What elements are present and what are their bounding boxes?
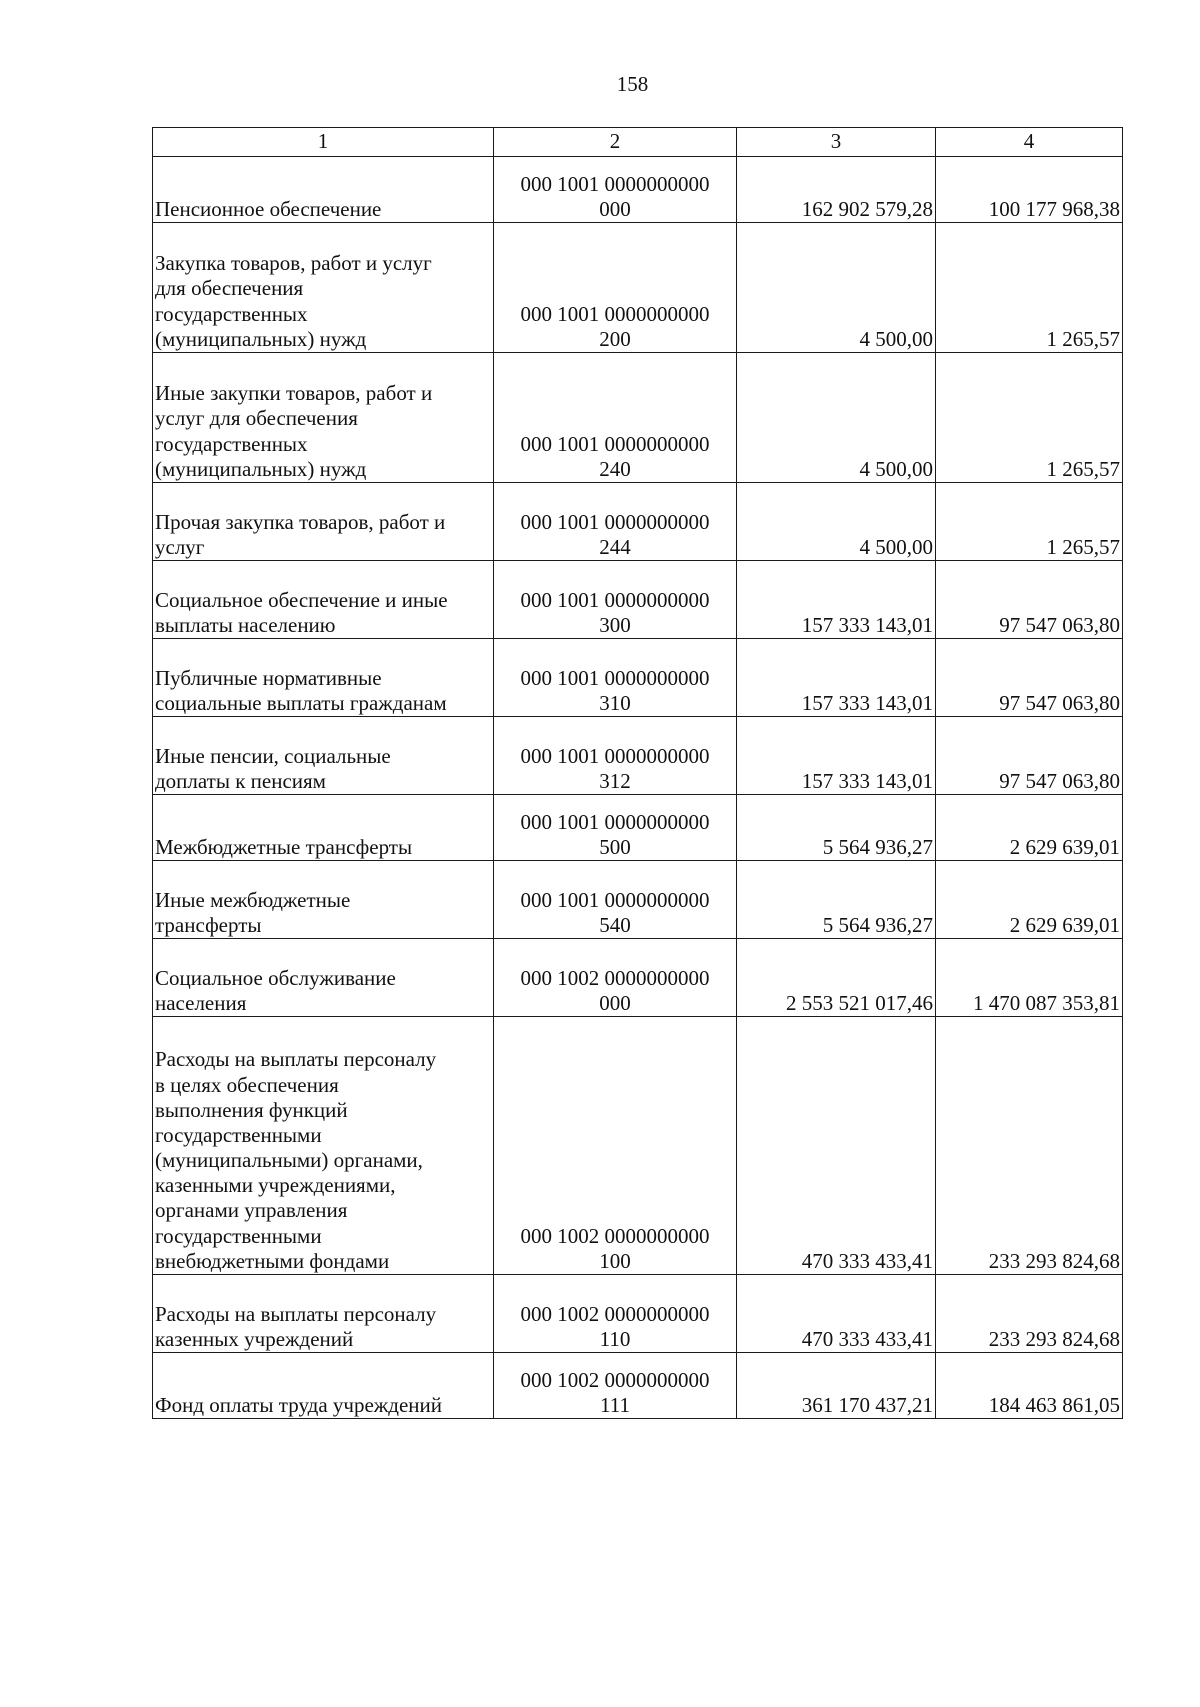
row-name-line: выплаты населению (155, 612, 336, 637)
row-name-cell (153, 561, 494, 639)
expenditure-table (152, 127, 1123, 1419)
table-row (153, 561, 1123, 639)
row-value-col4: 1 265,57 (936, 353, 1123, 483)
row-name-cell (153, 639, 494, 717)
row-code-line: 244 (599, 534, 631, 559)
row-name-line: Социальное обеспечение и иные (155, 587, 448, 612)
row-value-col3: 162 902 579,28 (737, 157, 936, 223)
row-value-col4: 1 265,57 (936, 483, 1123, 561)
row-code-line: 240 (599, 456, 631, 481)
row-code-line: 000 1001 0000000000 (520, 509, 710, 534)
row-code-cell (494, 639, 737, 717)
row-value-col3: 2 553 521 017,46 (737, 939, 936, 1017)
row-value-col4: 97 547 063,80 (936, 561, 1123, 639)
row-name-line: услуг для обеспечения (155, 406, 358, 431)
table-row (153, 1017, 1123, 1275)
row-code-line: 000 1001 0000000000 (520, 301, 710, 326)
table-row (153, 223, 1123, 353)
row-value-col3: 5 564 936,27 (737, 795, 936, 861)
table-row (153, 939, 1123, 1017)
row-code-line: 100 (599, 1248, 631, 1273)
row-name-cell (153, 939, 494, 1017)
row-code-cell (494, 157, 737, 223)
row-name-cell (153, 717, 494, 795)
row-name-line: Иные пенсии, социальные (155, 743, 391, 768)
row-name-line: Фонд оплаты труда учреждений (155, 1392, 442, 1417)
row-code-cell (494, 353, 737, 483)
row-code-line: 312 (599, 768, 631, 793)
row-value-col3: 4 500,00 (737, 353, 936, 483)
row-name-line: для обеспечения (155, 276, 304, 301)
row-name-line: услуг (155, 534, 205, 559)
row-code-line: 000 1002 0000000000 (520, 1223, 710, 1248)
table-row (153, 157, 1123, 223)
row-value-col4: 100 177 968,38 (936, 157, 1123, 223)
row-code-cell (494, 1275, 737, 1353)
row-name-line: государственных (155, 301, 308, 326)
row-code-line: 000 1001 0000000000 (520, 587, 710, 612)
row-code-line: 000 1001 0000000000 (520, 743, 710, 768)
row-name-line: государственными (155, 1122, 322, 1147)
row-code-cell (494, 1353, 737, 1419)
table-row (153, 1353, 1123, 1419)
row-name-line: Социальное обслуживание (155, 965, 396, 990)
row-value-col3: 4 500,00 (737, 483, 936, 561)
row-code-line: 540 (599, 912, 631, 937)
row-value-col4: 97 547 063,80 (936, 639, 1123, 717)
table-row (153, 353, 1123, 483)
column-header-4: 4 (936, 128, 1123, 157)
row-code-cell (494, 939, 737, 1017)
row-name-line: казенных учреждений (155, 1326, 354, 1351)
row-name-cell (153, 223, 494, 353)
row-name-line: выполнения функций (155, 1097, 348, 1122)
row-code-line: 310 (599, 690, 631, 715)
table-body (153, 157, 1123, 1419)
row-value-col4: 1 265,57 (936, 223, 1123, 353)
row-name-line: государственными (155, 1223, 322, 1248)
row-value-col4: 233 293 824,68 (936, 1017, 1123, 1275)
row-name-line: Закупка товаров, работ и услуг (155, 251, 432, 276)
row-name-line: Расходы на выплаты персоналу (155, 1047, 437, 1072)
row-code-cell (494, 861, 737, 939)
row-value-col3: 470 333 433,41 (737, 1017, 936, 1275)
row-code-line: 111 (600, 1392, 630, 1417)
row-name-line: государственных (155, 431, 308, 456)
table-row (153, 483, 1123, 561)
row-name-line: населения (155, 990, 247, 1015)
row-name-line: трансферты (155, 912, 262, 937)
row-name-line: доплаты к пенсиям (155, 768, 326, 793)
row-value-col3: 157 333 143,01 (737, 717, 936, 795)
row-name-line: органами управления (155, 1198, 348, 1223)
row-code-line: 000 1002 0000000000 (520, 1301, 710, 1326)
column-header-3: 3 (737, 128, 936, 157)
table-row (153, 639, 1123, 717)
row-code-cell (494, 483, 737, 561)
row-name-cell (153, 157, 494, 223)
column-header-2: 2 (494, 128, 737, 157)
row-name-cell (153, 861, 494, 939)
row-name-line: Пенсионное обеспечение (155, 196, 382, 221)
row-name-cell (153, 1353, 494, 1419)
row-name-line: в целях обеспечения (155, 1072, 339, 1097)
row-code-cell (494, 717, 737, 795)
row-code-line: 000 1001 0000000000 (520, 809, 710, 834)
row-value-col4: 2 629 639,01 (936, 795, 1123, 861)
row-name-cell (153, 353, 494, 483)
row-name-line: казенными учреждениями, (155, 1173, 396, 1198)
column-header-1: 1 (153, 128, 494, 157)
row-code-cell (494, 561, 737, 639)
row-code-line: 000 1001 0000000000 (520, 887, 710, 912)
row-code-line: 200 (599, 326, 631, 351)
row-value-col3: 470 333 433,41 (737, 1275, 936, 1353)
row-name-line: внебюджетными фондами (155, 1248, 390, 1273)
row-code-line: 300 (599, 612, 631, 637)
row-value-col4: 97 547 063,80 (936, 717, 1123, 795)
row-code-line: 000 1002 0000000000 (520, 1367, 710, 1392)
row-code-line: 000 1001 0000000000 (520, 171, 710, 196)
row-name-line: социальные выплаты гражданам (155, 690, 447, 715)
row-value-col3: 157 333 143,01 (737, 639, 936, 717)
row-value-col4: 1 470 087 353,81 (936, 939, 1123, 1017)
row-code-line: 000 1001 0000000000 (520, 665, 710, 690)
table-row (153, 717, 1123, 795)
row-code-cell (494, 795, 737, 861)
row-name-line: Иные закупки товаров, работ и (155, 381, 433, 406)
row-name-cell (153, 1275, 494, 1353)
row-value-col3: 157 333 143,01 (737, 561, 936, 639)
row-value-col3: 361 170 437,21 (737, 1353, 936, 1419)
row-name-cell (153, 795, 494, 861)
row-name-line: Расходы на выплаты персоналу (155, 1301, 437, 1326)
row-name-line: Иные межбюджетные (155, 887, 351, 912)
row-code-line: 000 (599, 196, 631, 221)
row-code-line: 000 1001 0000000000 (520, 431, 710, 456)
table-row (153, 795, 1123, 861)
row-value-col4: 2 629 639,01 (936, 861, 1123, 939)
row-name-cell (153, 1017, 494, 1275)
table-row (153, 1275, 1123, 1353)
row-value-col3: 5 564 936,27 (737, 861, 936, 939)
row-name-line: (муниципальных) нужд (155, 456, 367, 481)
row-code-cell (494, 1017, 737, 1275)
row-code-cell (494, 223, 737, 353)
row-code-line: 000 (599, 990, 631, 1015)
row-value-col4: 233 293 824,68 (936, 1275, 1123, 1353)
row-name-cell (153, 483, 494, 561)
row-code-line: 500 (599, 834, 631, 859)
row-name-line: Публичные нормативные (155, 665, 382, 690)
row-name-line: (муниципальных) нужд (155, 326, 367, 351)
row-code-line: 000 1002 0000000000 (520, 965, 710, 990)
row-name-line: Межбюджетные трансферты (155, 834, 413, 859)
table-header-row (153, 128, 1123, 157)
table-row (153, 861, 1123, 939)
row-name-line: Прочая закупка товаров, работ и (155, 509, 446, 534)
page-number: 158 (616, 72, 649, 96)
row-name-line: (муниципальными) органами, (155, 1148, 423, 1173)
row-value-col3: 4 500,00 (737, 223, 936, 353)
row-code-line: 110 (599, 1326, 631, 1351)
row-value-col4: 184 463 861,05 (936, 1353, 1123, 1419)
